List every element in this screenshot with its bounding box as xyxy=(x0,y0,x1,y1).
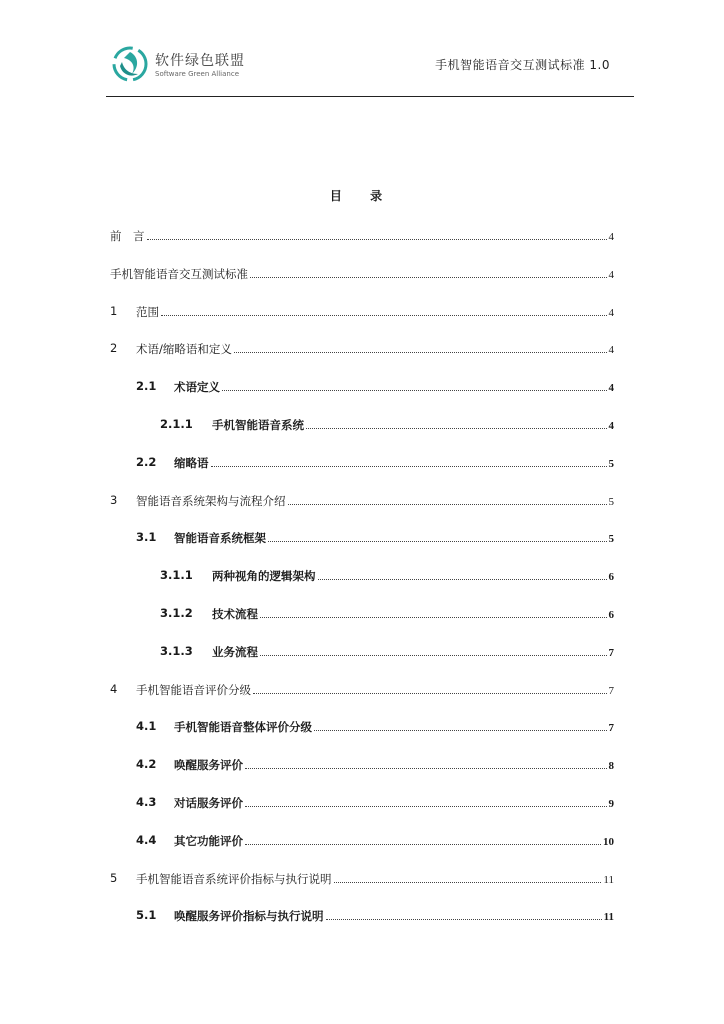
toc-page-number: 4 xyxy=(608,268,614,281)
toc-entry-number: 3.1 xyxy=(136,530,157,545)
alliance-logo-icon xyxy=(112,46,148,82)
page-header xyxy=(0,0,724,100)
toc-dot-leader xyxy=(314,730,607,731)
toc-entry[interactable] xyxy=(110,228,614,244)
toc-entry-label: 缩略语 xyxy=(174,455,209,470)
toc-entry-number: 4.3 xyxy=(136,795,157,809)
toc-page-number: 9 xyxy=(608,798,614,810)
toc-entry-number: 5 xyxy=(110,870,118,885)
toc-dot-leader xyxy=(245,806,607,807)
toc-entry-label: 对话服务评价 xyxy=(174,796,243,810)
toc-entry[interactable] xyxy=(110,908,614,924)
toc-entry-number: 2.2 xyxy=(136,454,157,469)
toc-entry-label: 业务流程 xyxy=(212,644,258,659)
toc-entry[interactable] xyxy=(110,833,614,849)
toc-entry-label: 唤醒服务评价 xyxy=(174,758,243,773)
toc-page-number: 7 xyxy=(608,646,614,659)
toc-page-number: 5 xyxy=(608,495,614,508)
toc-entry[interactable] xyxy=(110,455,614,471)
toc-dot-leader xyxy=(250,277,607,278)
toc-entry-number: 3 xyxy=(110,492,118,507)
toc-entry-number: 1 xyxy=(110,303,118,318)
toc-page-number: 7 xyxy=(608,722,614,735)
toc-entry-label: 前 言 xyxy=(110,229,145,243)
toc-entry[interactable] xyxy=(110,757,614,773)
toc-dot-leader xyxy=(334,882,602,883)
toc-page-number: 4 xyxy=(608,420,614,432)
toc-entry-label: 其它功能评价 xyxy=(174,833,243,848)
toc-dot-leader xyxy=(234,352,607,353)
toc-entry[interactable] xyxy=(110,417,614,433)
toc-entry-number: 4.4 xyxy=(136,832,157,847)
toc-entry-number: 5.1 xyxy=(136,908,157,923)
toc-page-number: 5 xyxy=(608,457,614,470)
toc-entry-label: 唤醒服务评价指标与执行说明 xyxy=(174,909,324,924)
brand-name-en: Software Green Alliance xyxy=(155,70,240,78)
toc-entry-number: 2 xyxy=(110,341,118,356)
toc-page-number: 4 xyxy=(608,344,614,357)
toc-dot-leader xyxy=(245,844,601,845)
toc-entry-label: 手机智能语音系统 xyxy=(212,418,304,432)
header-divider xyxy=(106,96,634,97)
toc-entry-label: 手机智能语音系统评价指标与执行说明 xyxy=(136,871,332,886)
toc-entry-label: 术语/缩略语和定义 xyxy=(136,342,232,357)
toc-dot-leader xyxy=(211,466,607,467)
toc-dot-leader xyxy=(306,428,607,429)
toc-entry-number: 4.1 xyxy=(136,719,157,734)
toc-entry[interactable] xyxy=(110,266,614,282)
toc-page-number: 6 xyxy=(608,571,614,584)
toc-entry[interactable] xyxy=(110,341,614,357)
toc-dot-leader xyxy=(260,655,607,656)
toc-entry-number: 2.1 xyxy=(136,379,157,394)
toc-dot-leader xyxy=(288,504,607,505)
toc-page-number: 5 xyxy=(608,533,614,546)
toc-dot-leader xyxy=(318,579,607,580)
toc-entry[interactable] xyxy=(110,493,614,509)
toc-page-number: 11 xyxy=(603,873,614,886)
toc-dot-leader xyxy=(222,390,607,391)
toc-entry[interactable] xyxy=(110,606,614,622)
toc-dot-leader xyxy=(326,919,602,920)
toc-entry[interactable] xyxy=(110,644,614,660)
toc-entry-number: 4.2 xyxy=(136,757,157,772)
toc-entry[interactable] xyxy=(110,379,614,395)
toc-entry-number: 3.1.2 xyxy=(160,606,193,620)
toc-title: 目 录 xyxy=(329,189,395,203)
toc-entry[interactable] xyxy=(110,304,614,320)
toc-entry-label: 技术流程 xyxy=(212,607,258,621)
toc-entry-label: 智能语音系统架构与流程介绍 xyxy=(136,493,286,508)
toc-entry-number: 3.1.1 xyxy=(160,568,193,583)
toc-dot-leader xyxy=(253,693,607,694)
toc-page-number: 4 xyxy=(608,382,614,395)
toc-dot-leader xyxy=(147,239,607,240)
toc-entry-number: 3.1.3 xyxy=(160,643,193,658)
toc-page-number: 6 xyxy=(608,609,614,621)
toc-page-number: 10 xyxy=(603,835,614,848)
toc-entry[interactable] xyxy=(110,682,614,698)
toc-entry-label: 范围 xyxy=(136,304,159,319)
toc-entry-label: 术语定义 xyxy=(174,380,220,395)
toc-page-number: 7 xyxy=(608,684,614,697)
document-title: 手机智能语音交互测试标准 1.0 xyxy=(435,58,610,72)
toc-entry-label: 手机智能语音评价分级 xyxy=(136,682,251,697)
toc-dot-leader xyxy=(268,541,607,542)
toc-entry[interactable] xyxy=(110,568,614,584)
toc-entry-number: 4 xyxy=(110,681,118,696)
toc-dot-leader xyxy=(161,315,607,316)
toc-entry[interactable] xyxy=(110,871,614,887)
toc-dot-leader xyxy=(245,768,607,769)
toc-page-number: 4 xyxy=(608,306,614,319)
toc-entry-label: 智能语音系统框架 xyxy=(174,531,266,546)
toc-page-number: 8 xyxy=(608,760,614,773)
toc-entry-label: 手机智能语音整体评价分级 xyxy=(174,720,312,735)
toc-page-number: 4 xyxy=(608,231,614,243)
toc-entry[interactable] xyxy=(110,795,614,811)
toc-entry[interactable] xyxy=(110,719,614,735)
toc-dot-leader xyxy=(260,617,607,618)
toc-entry-label: 手机智能语音交互测试标准 xyxy=(110,266,248,281)
toc-page-number: 11 xyxy=(603,911,614,924)
toc-entry-label: 两种视角的逻辑架构 xyxy=(212,569,316,584)
toc-entry[interactable] xyxy=(110,530,614,546)
toc-entry-number: 2.1.1 xyxy=(160,417,193,431)
brand-name: 软件绿色联盟 xyxy=(155,53,245,69)
